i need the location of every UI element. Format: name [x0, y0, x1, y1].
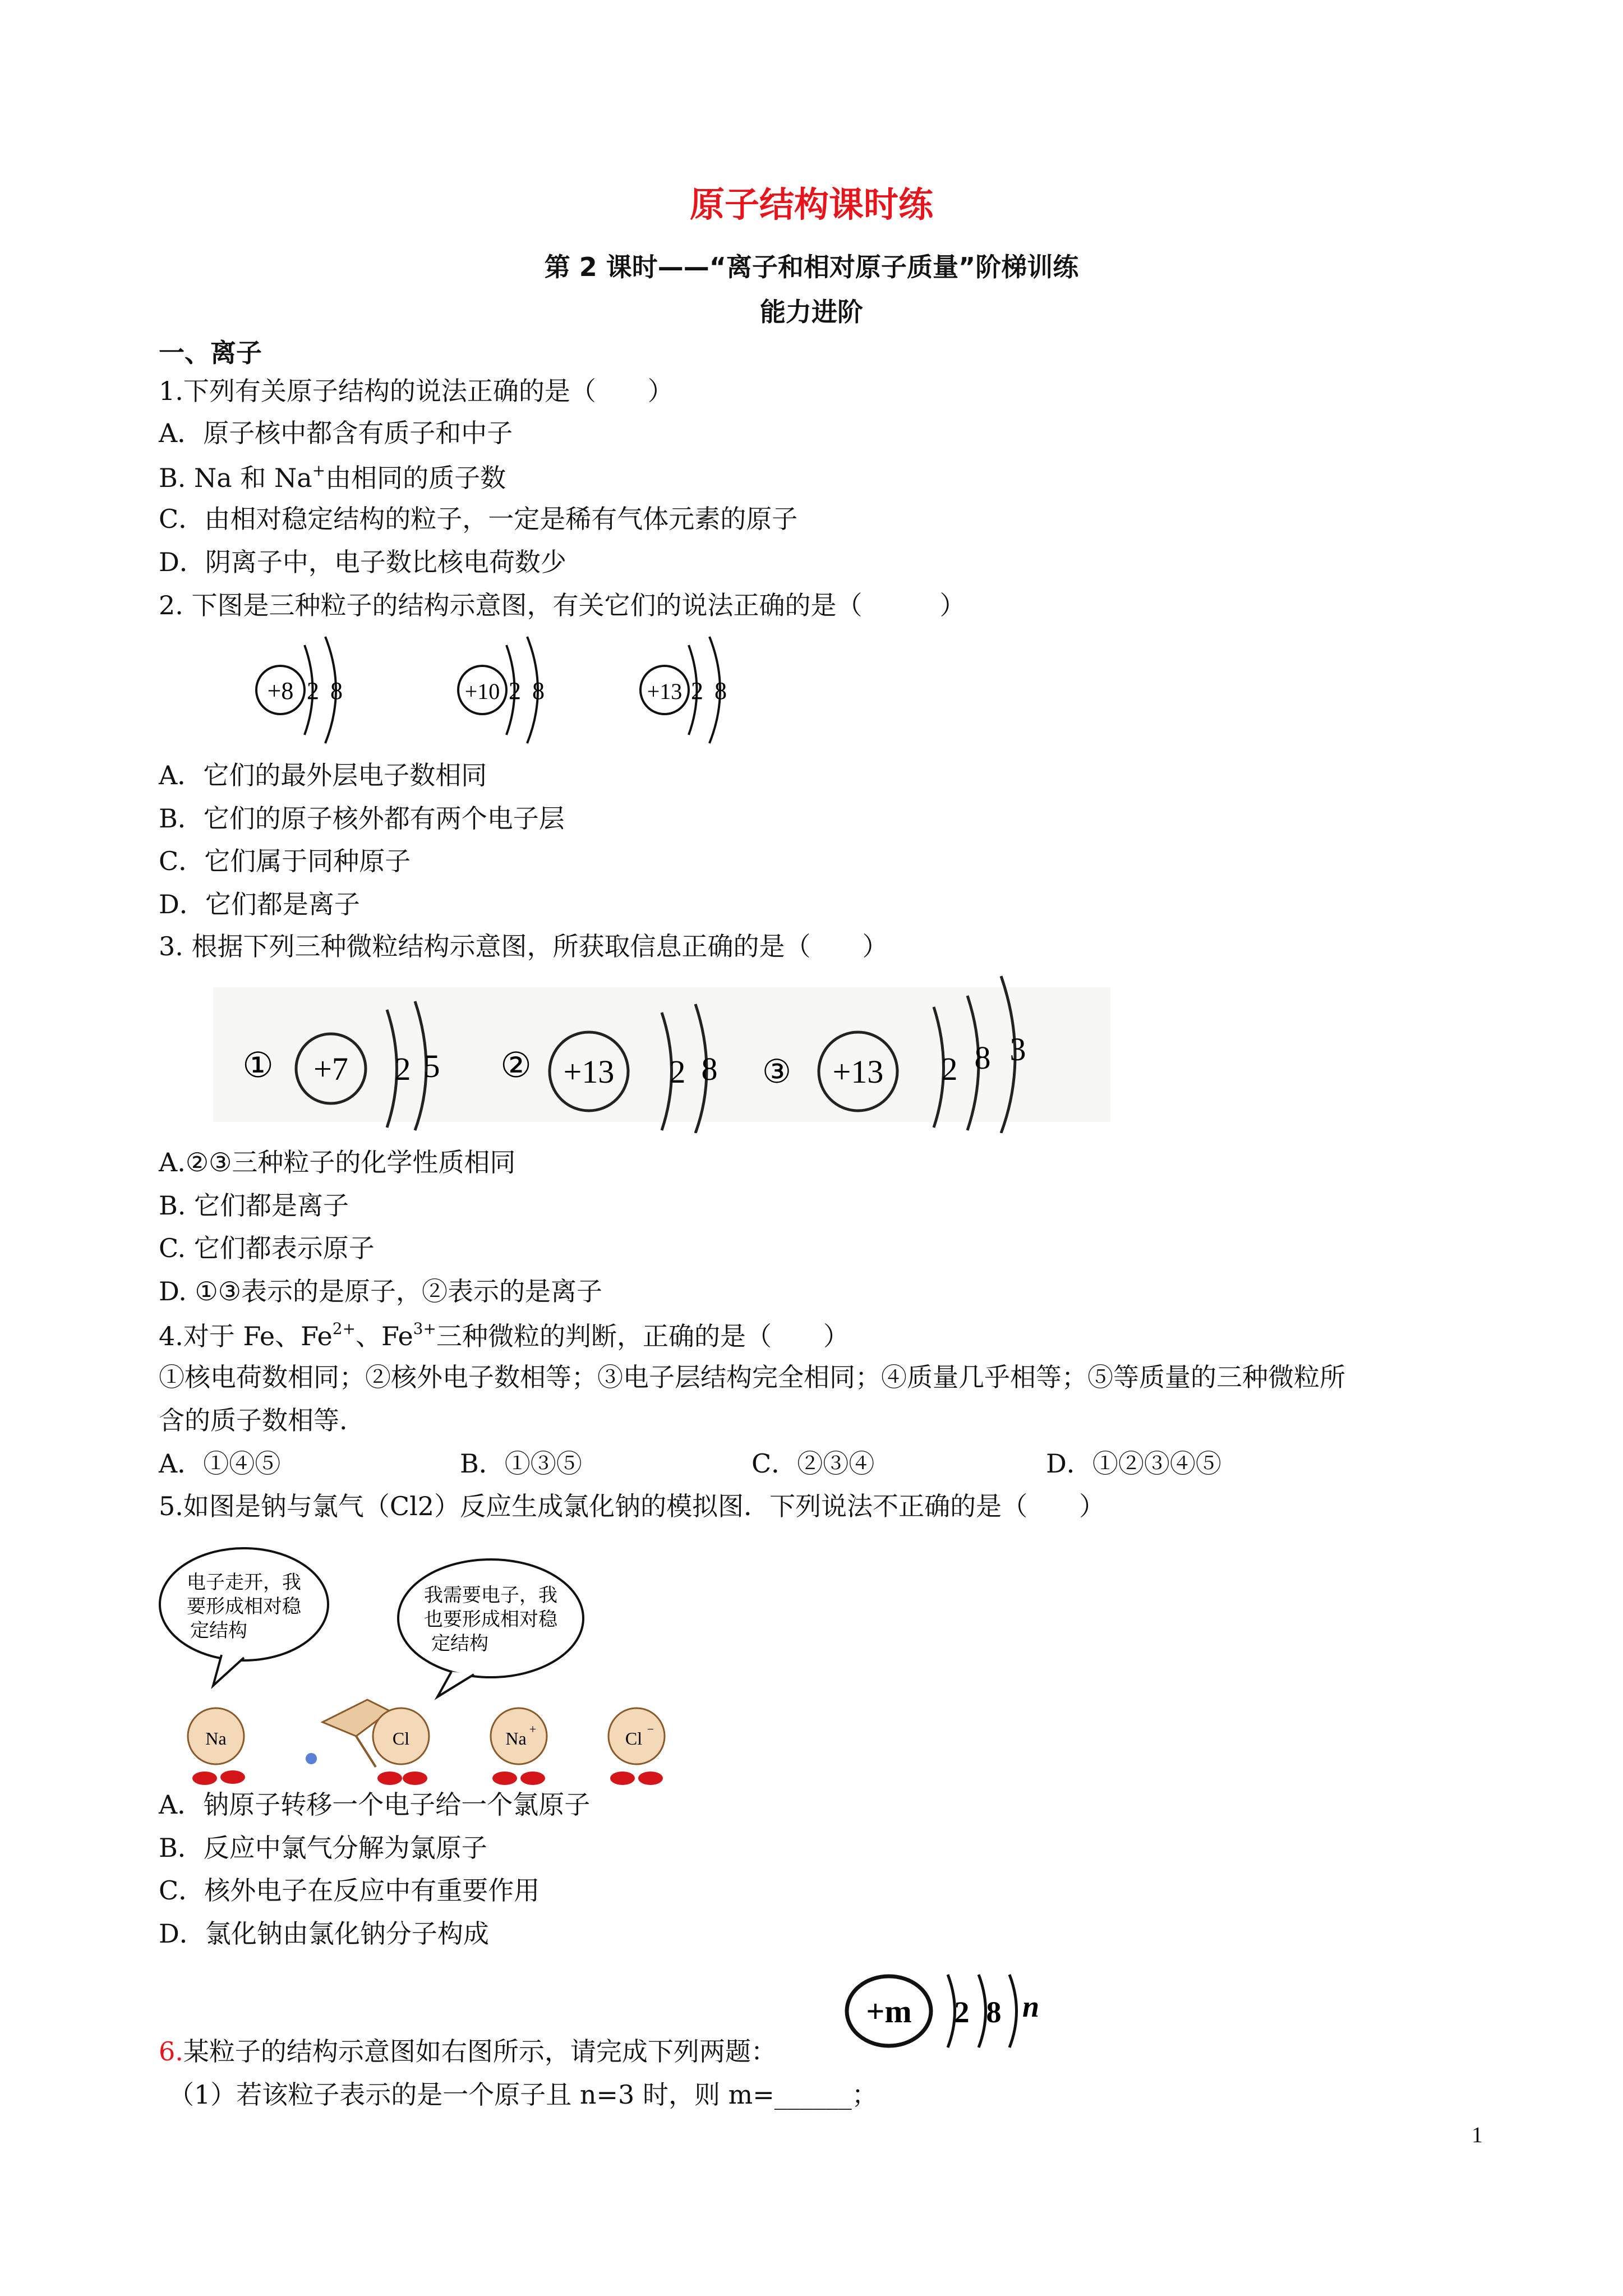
q1-option-b-post: 由相同的质子数: [325, 463, 506, 493]
q5-stem: 5.如图是钠与氯气（Cl2）反应生成氯化钠的模拟图．下列说法不正确的是（ ）: [159, 1491, 1105, 1521]
q4-stem-mid: 、Fe: [356, 1321, 413, 1351]
q2-option-c: C．它们属于同种原子: [159, 846, 411, 876]
q2-d2-shell-2: 8: [532, 677, 545, 705]
q5-figure-cl: [373, 1708, 429, 1785]
level-subtitle: 能力进阶: [760, 297, 863, 327]
q5-bubble1-line3: 定结构: [190, 1621, 247, 1641]
q2-d1-nucleus: +8: [267, 677, 294, 705]
q3-d1-shell-1: 2: [394, 1051, 411, 1087]
q3-d3-shell-1: 2: [941, 1051, 958, 1087]
q3-option-c: C. 它们都表示原子: [159, 1233, 375, 1263]
q3-d1-label: ①: [242, 1047, 274, 1085]
q3-d3-shell-2: 8: [974, 1039, 991, 1076]
q2-d1-shell-1: 2: [307, 677, 319, 705]
q5-fig3-charge: +: [529, 1722, 537, 1736]
q1-stem: 1.下列有关原子结构的说法正确的是（ ）: [159, 376, 674, 406]
q2-d3-shell-2: 8: [714, 677, 727, 705]
q3-d1-nucleus: +7: [313, 1051, 348, 1087]
q1-option-b-pre: B. Na 和 Na: [159, 463, 312, 493]
q4-stem-pre: 4.对于 Fe、Fe: [159, 1321, 333, 1351]
q2-d1-shell-2: 8: [330, 677, 343, 705]
q6-shell-3: n: [1022, 1990, 1040, 2023]
q6-stem: [159, 2036, 777, 2067]
q3-option-a: A.②③三种粒子的化学性质相同: [159, 1147, 516, 1177]
q5-speech-bubble-2: [398, 1559, 583, 1697]
q5-bubble2-line2: 也要形成相对稳: [424, 1609, 557, 1630]
q3-d1-shell-2: 5: [423, 1048, 440, 1084]
q5-figure-cl-ion: [608, 1708, 665, 1785]
q3-atom-diagrams: [213, 965, 1110, 1133]
q3-d3-label: ③: [762, 1053, 791, 1090]
q2-option-a: A．它们的最外层电子数相同: [159, 760, 487, 790]
q5-speech-bubble-1: [160, 1548, 328, 1686]
q3-d2-nucleus: +13: [563, 1053, 615, 1090]
q3-d3-shell-3: 3: [1009, 1031, 1026, 1068]
q5-cartoon: [154, 1543, 704, 1789]
q1-option-a: A．原子核中都含有质子和中子: [159, 418, 513, 448]
q2-diagram-3: [640, 637, 727, 743]
q1-option-d: D．阴离子中，电子数比核电荷数少: [159, 547, 566, 577]
q3-d2-label: ②: [500, 1047, 532, 1085]
q2-diagram-2: [458, 637, 545, 743]
q2-option-d: D．它们都是离子: [159, 889, 360, 919]
q3-option-d: D. ①③表示的是原子，②表示的是离子: [159, 1276, 602, 1306]
q2-d3-shell-1: 2: [691, 677, 703, 705]
q5-bubble1-line2: 要形成相对稳: [187, 1596, 301, 1617]
q6-stem-text: 某粒子的结构示意图如右图所示，请完成下列两题：: [183, 2036, 777, 2067]
q2-diagram-1: [256, 637, 343, 743]
q5-option-a: A．钠原子转移一个电子给一个氯原子: [159, 1789, 591, 1820]
q5-figure-na-ion: [491, 1708, 547, 1785]
q4-line-2: ①核电荷数相同；②核外电子数相等；③电子层结构完全相同；④质量几乎相等；⑤等质量的三种微粒所: [159, 1362, 1345, 1392]
page-title: 原子结构课时练: [689, 184, 933, 225]
q5-electron-icon: [306, 1753, 317, 1764]
q5-fig1-label: Na: [205, 1728, 227, 1749]
q4-sup-2: 3+: [413, 1319, 436, 1338]
q6-nucleus: +m: [866, 1993, 912, 2030]
q6-atom-diagram: [841, 1963, 1066, 2059]
q4-option-d: D．①②③④⑤: [1046, 1448, 1221, 1479]
q2-atom-diagrams: [247, 628, 751, 763]
q5-option-b: B．反应中氯气分解为氯原子: [159, 1833, 487, 1863]
q1-option-b: [159, 461, 506, 494]
q2-option-b: B．它们的原子核外都有两个电子层: [159, 803, 565, 834]
q3-d3-nucleus: +13: [832, 1053, 884, 1090]
q3-d2-shell-1: 2: [669, 1053, 686, 1090]
q5-fig4-label: Cl: [625, 1728, 643, 1749]
q4-sup-1: 2+: [332, 1319, 356, 1338]
q4-option-a: A．①④⑤: [159, 1448, 281, 1479]
q2-d2-shell-1: 2: [509, 677, 521, 705]
q4-stem-post: 三种微粒的判断，正确的是（ ）: [436, 1321, 849, 1351]
q6-number: 6.: [159, 2036, 183, 2067]
q6-sub-1: （1）若该粒子表示的是一个原子且 n=3 时，则 m=______；: [168, 2079, 878, 2110]
q5-bubble2-line1: 我需要电子，我: [424, 1585, 557, 1606]
q6-shell-2: 8: [986, 1995, 1002, 2029]
page-number: 1: [1472, 2122, 1483, 2147]
q4-line-3: 含的质子数相等.: [159, 1405, 348, 1435]
q5-fig3-label: Na: [505, 1728, 527, 1749]
q5-fig2-label: Cl: [392, 1728, 410, 1749]
q5-bubble2-line3: 定结构: [431, 1634, 488, 1654]
q4-stem: [159, 1319, 849, 1352]
q2-stem: 2. 下图是三种粒子的结构示意图，有关它们的说法正确的是（ ）: [159, 590, 966, 620]
q1-option-b-sup: +: [312, 461, 326, 480]
q2-d2-nucleus: +10: [464, 679, 500, 704]
q3-stem: 3. 根据下列三种微粒结构示意图，所获取信息正确的是（ ）: [159, 931, 888, 961]
q6-shell-1: 2: [954, 1995, 970, 2029]
section-heading: 一、离子: [159, 338, 262, 368]
q5-figure-na: [188, 1708, 245, 1785]
q5-bubble1-line1: 电子走开，我: [187, 1572, 301, 1593]
q5-option-c: C．核外电子在反应中有重要作用: [159, 1875, 540, 1906]
lesson-subtitle: 第 2 课时——“离子和相对原子质量”阶梯训练: [544, 252, 1079, 282]
q4-option-c: C．②③④: [751, 1448, 875, 1479]
q5-option-d: D．氯化钠由氯化钠分子构成: [159, 1918, 489, 1949]
q4-option-b: B．①③⑤: [460, 1448, 582, 1479]
q2-d3-nucleus: +13: [647, 679, 683, 704]
q1-option-c: C．由相对稳定结构的粒子，一定是稀有气体元素的原子: [159, 504, 798, 534]
q3-d2-shell-2: 8: [701, 1051, 718, 1087]
q5-fig4-charge: −: [647, 1722, 654, 1736]
q3-option-b: B. 它们都是离子: [159, 1190, 349, 1221]
